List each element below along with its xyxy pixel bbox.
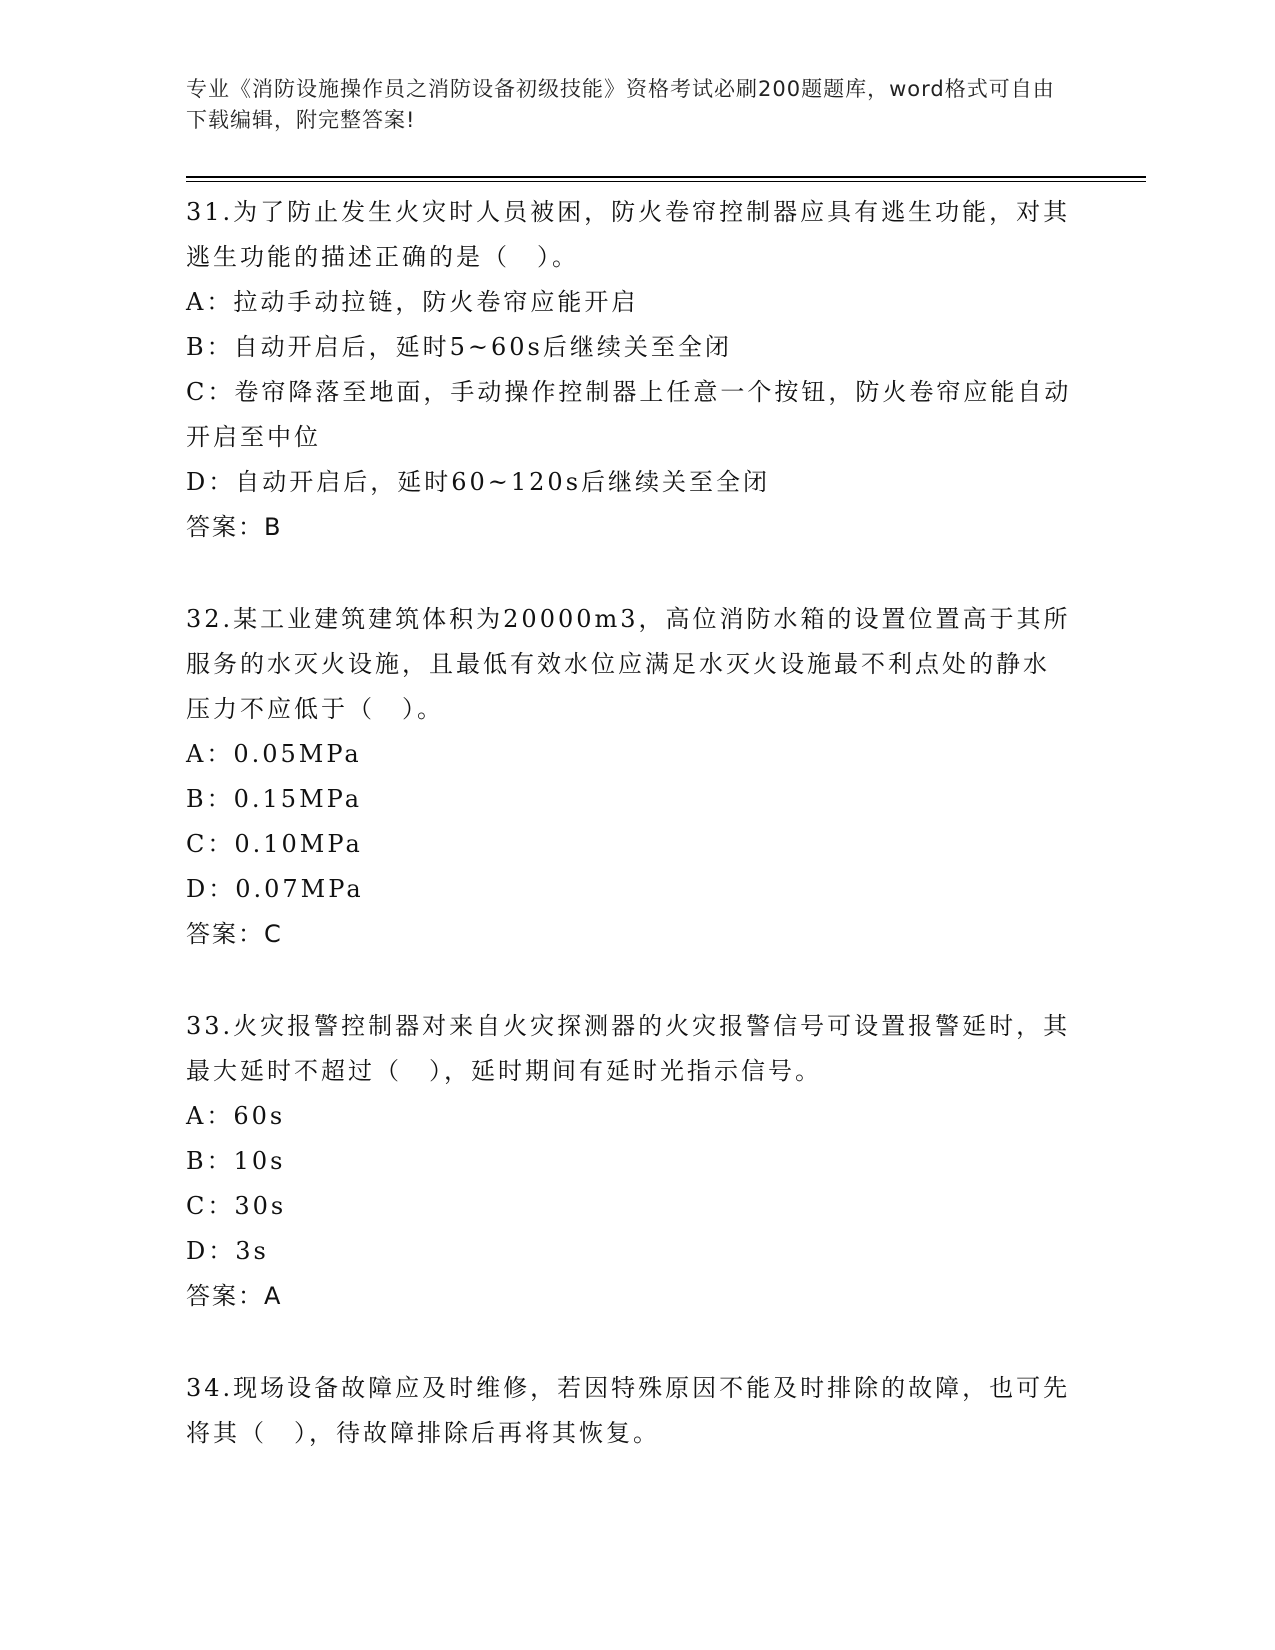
answer-label: 答案：A bbox=[186, 1282, 283, 1310]
header-divider bbox=[186, 176, 1146, 178]
option-d: D：0.07MPa bbox=[186, 875, 364, 903]
answer-label: 答案：C bbox=[186, 920, 283, 948]
option-a: A：0.05MPa bbox=[186, 740, 362, 768]
option-c: C：30s bbox=[186, 1192, 287, 1220]
answer-label: 答案：B bbox=[186, 513, 283, 541]
question-31 bbox=[186, 190, 1076, 550]
option-b: B：10s bbox=[186, 1147, 286, 1175]
option-a: A：60s bbox=[186, 1102, 286, 1130]
question-34 bbox=[186, 1366, 1076, 1456]
option-c: C：0.10MPa bbox=[186, 830, 363, 858]
document-header: 专业《消防设施操作员之消防设备初级技能》资格考试必刷200题题库，word格式可自由下载编辑，附完整答案! bbox=[186, 77, 1055, 132]
option-d: D：3s bbox=[186, 1237, 269, 1265]
option-b: B：0.15MPa bbox=[186, 785, 363, 813]
question-list bbox=[186, 190, 1076, 1503]
header-divider-thin bbox=[186, 181, 1146, 182]
option-d: D：自动开启后，延时60~120s后继续关至全闭 bbox=[186, 468, 771, 496]
question-stem: 34.现场设备故障应及时维修，若因特殊原因不能及时排除的故障，也可先将其（ ），待故障排除后再将其恢复。 bbox=[186, 1374, 1071, 1447]
question-stem: 33.火灾报警控制器对来自火灾探测器的火灾报警信号可设置报警延时，其最大延时不超过（ ），延时期间有延时光指示信号。 bbox=[186, 1012, 1071, 1085]
question-stem: 32.某工业建筑建筑体积为20000m3，高位消防水箱的设置位置高于其所服务的水灭火设施，且最低有效水位应满足水灭火设施最不利点处的静水压力不应低于（ ）。 bbox=[186, 605, 1071, 723]
question-33 bbox=[186, 1004, 1076, 1319]
option-c: C：卷帘降落至地面，手动操作控制器上任意一个按钮，防火卷帘应能自动开启至中位 bbox=[186, 378, 1072, 451]
question-32 bbox=[186, 597, 1076, 957]
question-stem: 31.为了防止发生火灾时人员被困，防火卷帘控制器应具有逃生功能，对其逃生功能的描述正确的是（ ）。 bbox=[186, 198, 1071, 271]
option-b: B：自动开启后，延时5~60s后继续关至全闭 bbox=[186, 333, 732, 361]
option-a: A：拉动手动拉链，防火卷帘应能开启 bbox=[186, 288, 639, 316]
